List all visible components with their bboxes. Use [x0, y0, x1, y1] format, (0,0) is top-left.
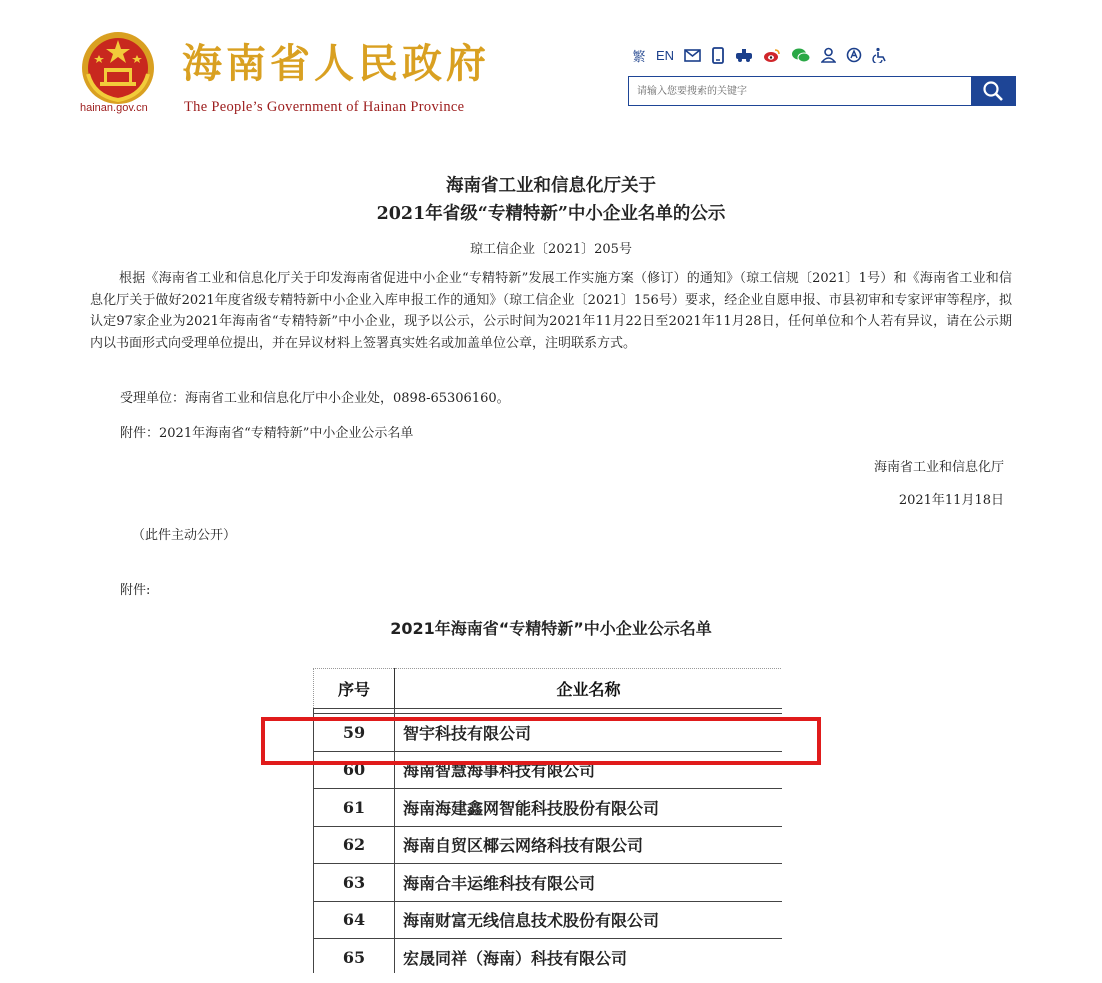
row-name: 宏晟同祥（海南）科技有限公司	[395, 939, 783, 974]
user-icon[interactable]	[821, 46, 836, 64]
mobile-icon[interactable]	[711, 46, 725, 64]
search-box	[628, 76, 1016, 106]
header-tools	[632, 46, 888, 64]
national-emblem-logo	[80, 30, 156, 106]
row-name: 海南自贸区椰云网络科技有限公司	[395, 826, 783, 864]
mail-icon[interactable]	[684, 46, 701, 64]
row-number: 60	[314, 751, 395, 789]
row-name: 海南智慧海事科技有限公司	[395, 751, 783, 789]
search-button[interactable]	[971, 77, 1015, 105]
issuer: 海南省工业和信息化厅	[873, 460, 1004, 475]
attachment-label: 附件:	[120, 583, 151, 598]
weibo-icon[interactable]	[763, 46, 781, 64]
site-title[interactable]: 海南省人民政府	[182, 41, 490, 87]
table-header-row	[314, 669, 783, 709]
public-note: （此件主动公开）	[132, 528, 237, 543]
header-name: 企业名称	[395, 669, 783, 709]
attachment-note: 附件：2021年海南省“专精特新”中小企业公示名单	[120, 426, 414, 441]
header-number: 序号	[314, 669, 395, 709]
table-row	[314, 901, 783, 939]
site-url[interactable]: hainan.gov.cn	[80, 102, 148, 114]
issue-date: 2021年11月18日	[898, 493, 1004, 508]
barrier-free-icon[interactable]	[872, 46, 888, 64]
table-row	[314, 864, 783, 902]
site-subtitle: The People’s Government of Hainan Province	[184, 99, 465, 115]
doc-body-paragraph: 根据《海南省工业和信息化厅关于印发海南省促进中小企业“专精特新”发展工作实施方案（修订）的通知》（琼工信规〔2021〕1号）和《海南省工业和信息化厅关于做好2021年度省级专精特新中小企业入库申报工作的通知》（琼工信企业〔2021〕156号）要求，经企业自愿申报、市县初审和专家评审等程序，拟认定97家企业为2021年海南省“专精特新”中小企业，现予以公示，公示时间为2021年11月22日至2021年11月28日，任何单位和个人若有异议，请在公示期内以书面形式向受理单位提出，并在异议材料上签署真实姓名或加盖单位公章，注明联系方式。	[90, 271, 1012, 351]
row-number: 63	[314, 864, 395, 902]
table-row	[314, 939, 783, 974]
search-input[interactable]	[629, 77, 971, 105]
wechat-icon[interactable]	[791, 46, 811, 64]
search-icon	[982, 80, 1004, 102]
table-row	[314, 751, 783, 789]
row-number: 65	[314, 939, 395, 974]
row-name: 海南合丰运维科技有限公司	[395, 864, 783, 902]
row-name: 海南财富无线信息技术股份有限公司	[395, 901, 783, 939]
english-link[interactable]: EN	[656, 47, 675, 63]
table-row	[314, 714, 783, 752]
row-number: 64	[314, 901, 395, 939]
row-number: 59	[314, 714, 395, 752]
table-row	[314, 789, 783, 827]
row-name: 海南海建鑫网智能科技股份有限公司	[395, 789, 783, 827]
elderly-mode-icon[interactable]	[846, 46, 862, 64]
enterprise-table	[313, 668, 782, 973]
row-number: 61	[314, 789, 395, 827]
doc-title-line2: 2021年省级“专精特新”中小企业名单的公示	[376, 204, 726, 224]
list-title: 2021年海南省“专精特新”中小企业公示名单	[390, 619, 712, 638]
contact-info: 受理单位：海南省工业和信息化厅中小企业处，0898-65306160。	[120, 391, 510, 406]
table-row	[314, 826, 783, 864]
traditional-chinese-link[interactable]: 繁	[632, 48, 646, 64]
doc-title-line1: 海南省工业和信息化厅关于	[446, 176, 656, 196]
row-number: 62	[314, 826, 395, 864]
doc-number: 琼工信企业〔2021〕205号	[470, 242, 632, 257]
accessibility-icon[interactable]	[735, 46, 753, 64]
row-name: 智宇科技有限公司	[395, 714, 783, 752]
